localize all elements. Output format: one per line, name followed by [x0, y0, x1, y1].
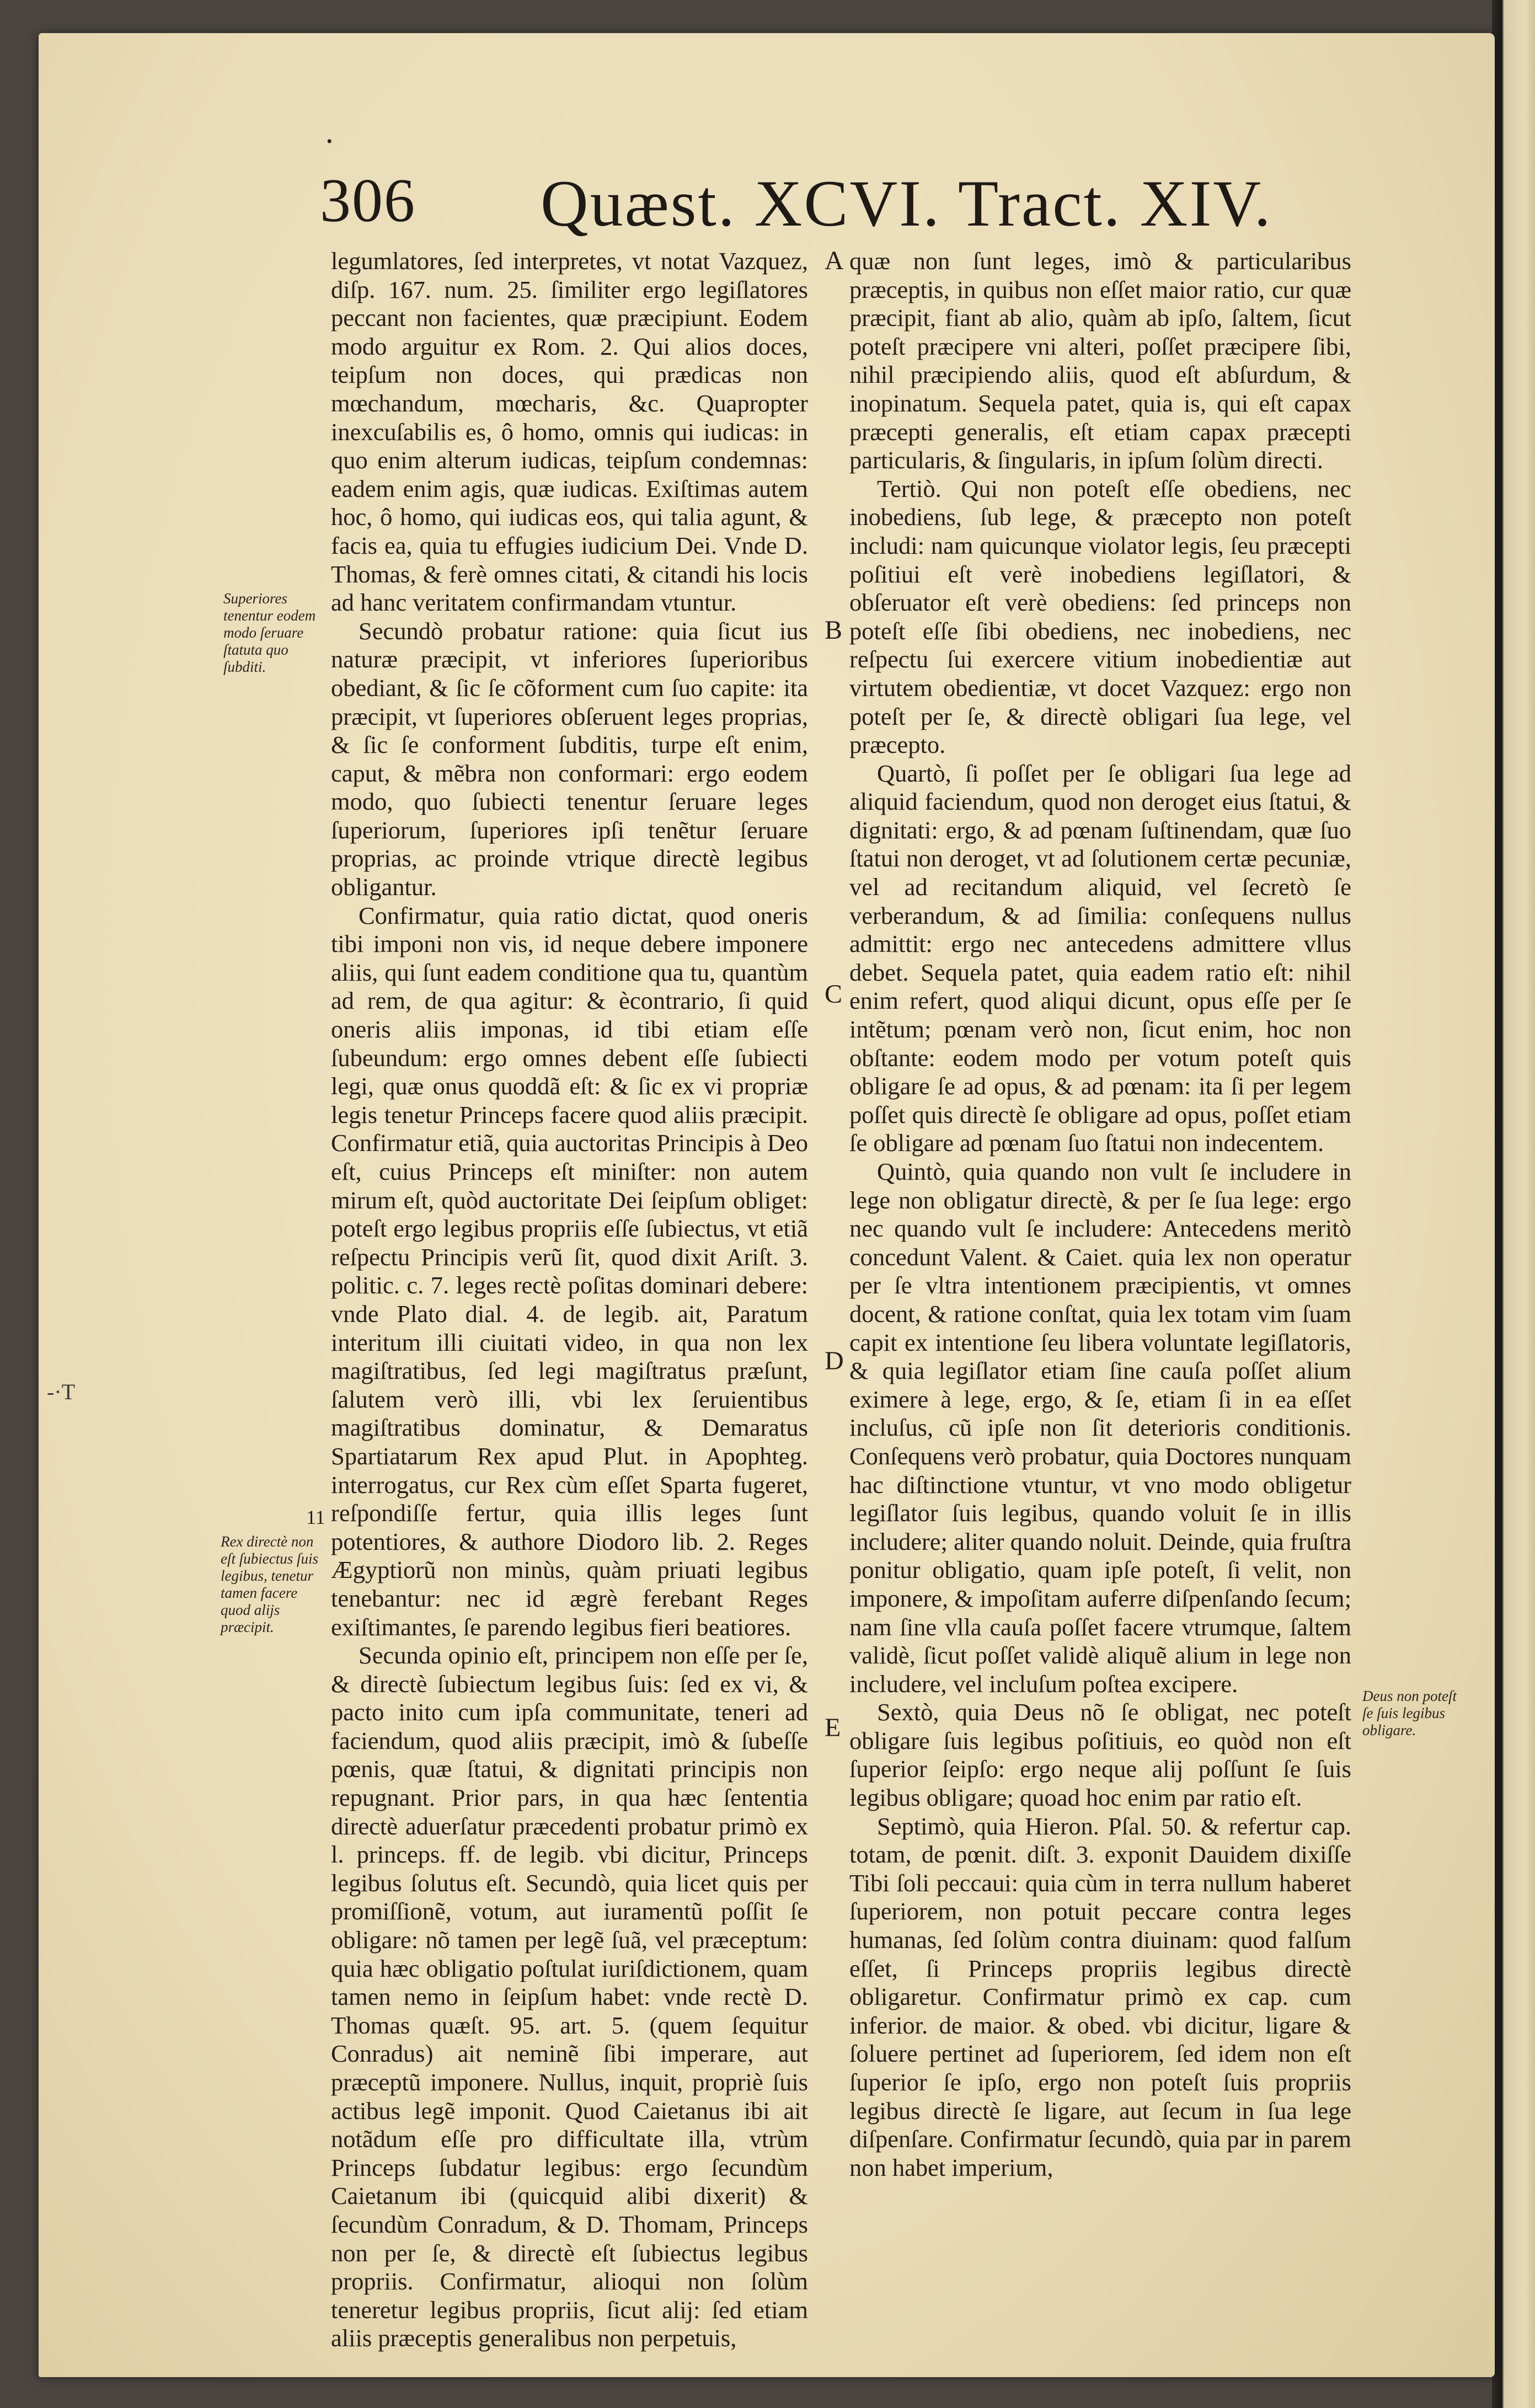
section-letter-d: D [825, 1346, 844, 1376]
page-number: 306 [320, 167, 416, 235]
paragraph-number: 11 [306, 1506, 325, 1528]
margin-note-superiores: Superiores tenentur eodem modo ſeruare ſtatuta quo ſubditi. [223, 590, 316, 675]
paragraph: Quartò, ſi poſſet per ſe obligari ſua lege ad aliquid faciendum, quod non deroget eius ſtatui, & dignitati: ergo, & ad pœnam ſuſtinendam, quæ ſuo ſtatui non deroget, vt ad ſolutionem certæ pecuniæ, vel ad recitandum aliquid, vel ſecretò ſe verberandum, & ad ſimilia: conſequens nullus admittit: ergo nec antecedens admittere vllus debet. Sequela patet, quia eadem ratio eſt: nihil enim refert, quod aliqui dicunt, opus eſſe per ſe intẽtum; pœnam verò non, ſicut enim, hoc non obſtante: eodem modo per votum poteſt quis obligare ſe ad opus, & ad pœnam: ita ſi per legem poſſet quis directè ſe obligare ad opus, poſſet etiam ſe obligare ad pœnam ſuo ſtatui non indecentem. [849, 759, 1351, 1157]
paragraph: Confirmatur, quia ratio dictat, quod oneris tibi imponi non vis, id neque debere imponere aliis, qui ſunt eadem conditione qua tu, quantùm ad rem, de qua agitur: & ècontrario, ſi quid oneris aliis imponas, id tibi etiam eſſe ſubeundum: ergo omnes debent eſſe ſubiecti legi, quæ onus quoddã eſt: & ſic ex vi propriæ legis tenetur Princeps facere quod aliis præcipit. Confirmatur etiã, quia auctoritas Principis à Deo eſt, cuius Princeps eſt miniſter: non autem mirum eſt, quòd auctoritate Dei ſeipſum obliget: poteſt ergo legibus propriis eſſe ſubiectus, vt etiã reſpectu Principis verũ ſit, quod dixit Ariſt. 3. politic. c. 7. leges rectè poſitas dominari debere: vnde Plato dial. 4. de legib. ait, Paratum interitum illi ciuitati video, in qua non lex magiſtratibus, ſed legi magiſtratus præſunt, ſalutem verò illi, vbi lex ſeruientibus magiſtratibus dominatur, & Demaratus Spartiatarum Rex apud Plut. in Apophteg. interrogatus, cur Rex cùm eſſet Sparta fugeret, reſpondiſſe fertur, quia illis leges ſunt potentiores, & authore Diodoro lib. 2. Reges Ægyptiorũ non minùs, quàm priuati legibus tenebantur: nec id ægrè ferebant Reges exiſtimantes, ſe parendo legibus fieri beatiores. [331, 901, 808, 1641]
adjacent-page-edge [1492, 0, 1535, 2408]
paragraph: quæ non ſunt leges, imò & particularibus præceptis, in quibus non eſſet maior ratio, cur quæ præcipit, fiant ab alio, quàm ab ipſo, ſaltem, ſicut poteſt præcipere vni alteri, poſſet præcipere ſibi, nihil præcipiendo aliis, quod eſt abſurdum, & inopinatum. Sequela patet, quia is, qui eſt capax præcepti generalis, eſt etiam capax præcepti particularis, & ſingularis, in ipſum ſolùm directi. [849, 247, 1351, 474]
right-text-column [849, 247, 1351, 2182]
running-head: Quæst. XCVI. Tract. XIV. [541, 167, 1272, 240]
paragraph: Secundò probatur ratione: quia ſicut ius naturæ præcipit, vt inferiores ſuperioribus obediant, & ſic ſe cõforment cum ſuo capite: ita præcipit, vt ſuperiores obſeruent leges proprias, & ſic ſe conforment ſubditis, turpe eſt enim, caput, & mẽbra non conformari: ergo eodem modo, quo ſubiecti tenentur ſeruare leges ſuperiorum, ſuperiores ipſi tenẽtur ſeruare proprias, ac proinde vtrique directè legibus obligantur. [331, 617, 808, 901]
section-letter-b: B [825, 616, 843, 645]
ink-speck: • [327, 132, 333, 151]
paragraph: Septimò, quia Hieron. Pſal. 50. & refertur cap. totam, de pœnit. diſt. 3. exponit Dauidem dixiſſe Tibi ſoli peccaui: quia cùm in terra nullum haberet ſuperiorem, non potuit peccare contra leges humanas, ſed ſolùm contra diuinam: quod falſum eſſet, ſi Princeps propriis legibus directè obligaretur. Confirmatur primò ex cap. cum inferior. de maior. & obed. vbi dicitur, ligare & ſoluere pertinet ad ſuperiorem, ſed idem non eſt ſuperior ſe ipſo, ergo non poteſt ſuis propriis legibus directè ſe ligare, aut ſecum in ſua lege diſpenſare. Confirmatur ſecundò, quia par in parem non habet imperium, [849, 1812, 1351, 2181]
left-text-column [331, 247, 808, 2353]
paragraph: legumlatores, ſed interpretes, vt notat Vazquez, diſp. 167. num. 25. ſimiliter ergo legiſlatores peccant non facientes, quæ præcipiunt. Eodem modo arguitur ex Rom. 2. Qui alios doces, teipſum non doces, qui prædicas non mœchandum, mœcharis, &c. Quapropter inexcuſabilis es, ô homo, omnis qui iudicas: in quo enim alterum iudicas, teipſum condemnas: eadem enim agis, quæ iudicas. Exiſtimas autem hoc, ô homo, qui iudicas eos, qui talia agunt, & facis ea, quia tu effugies iudicium Dei. Vnde D. Thomas, & ferè omnes citati, & citandi his locis ad hanc veritatem confirmandam vtuntur. [331, 247, 808, 617]
margin-note-rex: Rex directè non eſt ſubiectus ſuis legibus, tenetur tamen facere quod alijs præcipit. [221, 1533, 318, 1635]
paragraph: Quintò, quia quando non vult ſe includere in lege non obligatur directè, & per ſe ſua lege: ergo nec quando vult ſe includere: Antecedens meritò concedunt Valent. & Caiet. quia lex non operatur per ſe vltra intentionem præcipientis, vt omnes docent, & ratione conſtat, quia lex totam vim ſuam capit ex intentione ſeu libera voluntate legiſlatoris, & quia legiſlator etiam ſine cauſa poſſet alium eximere à lege, ergo, & ſe, etiam ſi in ea eſſet incluſus, cũ ipſe non ſit deterioris conditionis. Conſequens verò probatur, quia Doctores nunquam hac diſtinctione vtuntur, vt vno modo obligetur legiſlator ſuis legibus, quando voluit ſe in illis includere; aliter quando noluit. Deinde, quia fruſtra ponitur obligatio, quam ipſe poteſt, ſi velit, non imponere, & impoſitam auferre diſpenſando ſecum; nam ſine vlla cauſa poſſet facere vtrumque, ſaltem validè, ſicut poſſet validè aliquẽ alium in lege non includere, vel incluſum poſtea excipere. [849, 1158, 1351, 1698]
paragraph: Secunda opinio eſt, principem non eſſe per ſe, & directè ſubiectum legibus ſuis: ſed ex vi, & pacto inito cum ipſa communitate, teneri ad faciendum, quod aliis præcipit, imò & ſubeſſe pœnis, quæ ſtatui, & dignitati principis non repugnant. Prior pars, in qua hæc ſententia directè aduerſatur præcedenti probatur primò ex l. princeps. ff. de legib. vbi dicitur, Princeps legibus ſolutus eſt. Secundò, quia licet quis per promiſſionẽ, votum, aut iuramentũ poſſit ſe obligare: nõ tamen per legẽ ſuã, vel præceptum: quia hæc obligatio poſtulat iuriſdictionem, quam tamen nemo in ſeipſum habet: vnde rectè D. Thomas quæſt. 95. art. 5. (quem ſequitur Conradus) ait neminẽ ſibi imperare, aut præceptũ imponere. Nullus, inquit, propriè ſuis actibus legẽ imponit. Quod Caietanus ibi ait notãdum eſſe pro difficultate illa, vtrùm Princeps ſubdatur legibus: ergo ſecundùm Caietanum ibi (quicquid alibi dixerit) & ſecundùm Conradum, & D. Thomam, Princeps non per ſe, & directè eſt ſubiectus legibus propriis. Confirmatur, alioqui non ſolùm teneretur legibus propriis, ſicut alij: ſed etiam aliis præceptis generalibus non perpetuis, [331, 1641, 808, 2352]
section-letter-a: A [825, 246, 844, 275]
pencil-mark: -·T [47, 1379, 76, 1404]
section-letter-c: C [825, 980, 843, 1009]
paragraph: Tertiò. Qui non poteſt eſſe obediens, nec inobediens, ſub lege, & præcepto non poteſt includi: nam quicunque violator legis, ſeu præcepti poſitiui eſt verè inobediens legiſlatori, & obſeruator eſt verè obediens: ſed princeps non poteſt eſſe ſibi obediens, nec inobediens, nec reſpectu ſui exercere vitium inobedientiæ aut virtutem obedientiæ, vt docet Vazquez: ergo non poteſt per ſe, & directè obligari ſua lege, vel præcepto. [849, 474, 1351, 759]
margin-note-deus: Deus non poteſt ſe ſuis legibus obligare. [1362, 1688, 1457, 1738]
section-letter-e: E [825, 1713, 841, 1742]
paragraph: Sextò, quia Deus nõ ſe obligat, nec poteſt obligare ſuis legibus poſitiuis, eo quòd non eſt ſuperior ſeipſo: ergo neque alij poſſunt ſe ſuis legibus obligare; quoad hoc enim par ratio eſt. [849, 1698, 1351, 1812]
